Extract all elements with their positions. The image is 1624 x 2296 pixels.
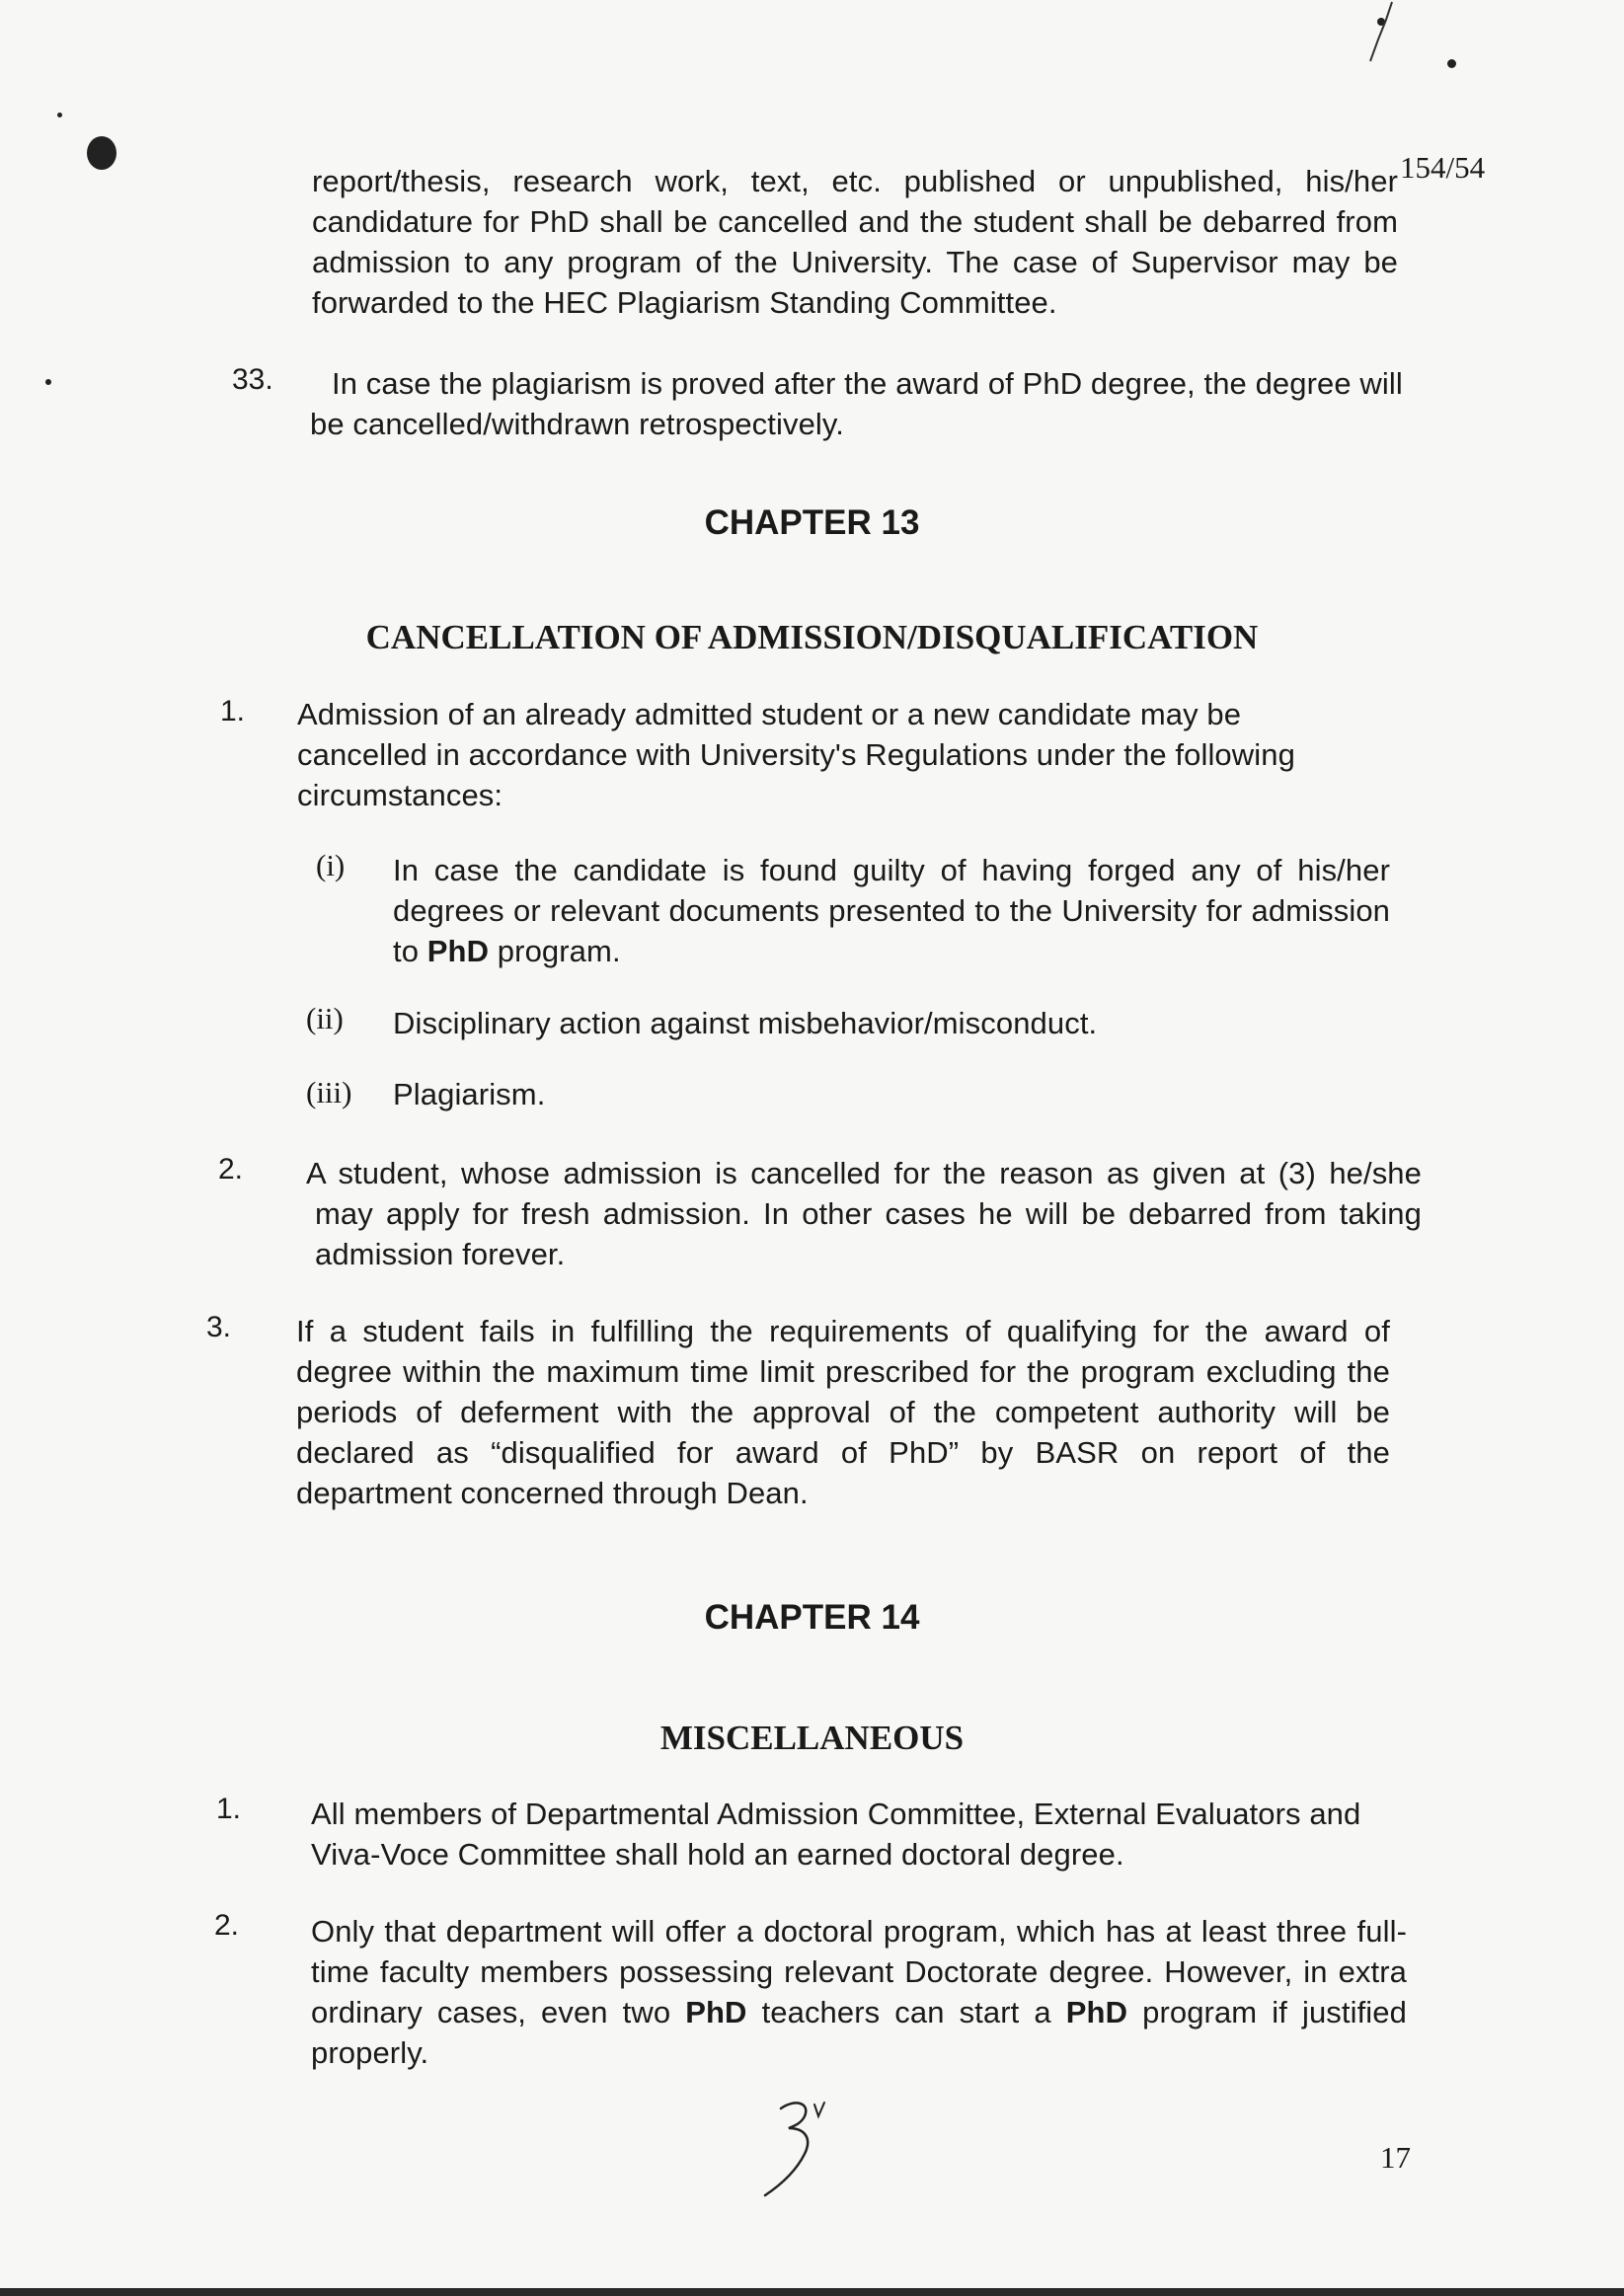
subitem-i-text-after: program. <box>489 934 621 968</box>
c13-subitem-ii-text: Disciplinary action against misbehavior/misconduct. <box>393 1006 1098 1040</box>
page-reference: 154/54 <box>1400 150 1486 185</box>
item-number: 2. <box>214 1909 240 1942</box>
phd-bold-text: PhD <box>685 1995 747 2029</box>
chapter-14-title: MISCELLANEOUS <box>659 1719 965 1757</box>
phd-bold-text: PhD <box>1065 1995 1128 2029</box>
scan-speck <box>57 113 62 117</box>
item-number: 2. <box>218 1153 244 1186</box>
c13-item-1-text: Admission of an already admitted student or a new candidate may be cancelled in accordance with University's Regulations under the following circumstances: <box>297 697 1295 812</box>
c14-item-2-text-c: program if justified properly. <box>311 1995 1407 2070</box>
c13-subitem-iii-text: Plagiarism. <box>393 1077 546 1111</box>
c13-subitem-i-text <box>393 850 1390 971</box>
scan-speck <box>1447 59 1456 68</box>
pen-stroke-mark <box>1353 0 1402 69</box>
item-number: 3. <box>206 1311 232 1343</box>
c13-item-3-text: If a student fails in fulfilling the requirements of qualifying for the award of degree within the maximum time limit prescribed for the program excluding the periods of deferment with the approval of the competent authority will be declared as “disqualified for award of PhD” by BASR on report of the department concerned through Dean. <box>296 1314 1390 1510</box>
subitem-number: (iii) <box>306 1075 352 1110</box>
c13-item-2-text <box>306 1153 1422 1274</box>
punch-hole-mark <box>87 136 116 170</box>
subitem-number: (ii) <box>306 1001 344 1035</box>
c14-item-1-text: All members of Departmental Admission Committee, External Evaluators and Viva-Voce Committee shall hold an earned doctoral degree. <box>311 1797 1361 1872</box>
item-number: 33. <box>232 363 273 396</box>
subitem-i-text-before: In case the candidate is found guilty of having forged any of his/her degrees or relevant documents presented to the University for admission to <box>393 853 1390 968</box>
c14-item-2-text-b: teachers can start a <box>746 1995 1066 2029</box>
chapter-13-title: CANCELLATION OF ADMISSION/DISQUALIFICATION <box>365 618 1259 656</box>
continuation-paragraph: report/thesis, research work, text, etc. published or unpublished, his/her candidature for PhD shall be cancelled and the student shall be debarred from admission to any program of the University. The case of Supervisor may be forwarded to the HEC Plagiarism Standing Committee. <box>312 164 1398 320</box>
item-number: 1. <box>216 1793 242 1825</box>
c14-item-2-text <box>311 1911 1407 2073</box>
scan-bottom-edge <box>0 2288 1624 2296</box>
item-number: 1. <box>220 695 246 727</box>
scan-speck <box>45 379 51 385</box>
item-33-text <box>310 363 1426 444</box>
page-number: 17 <box>1380 2140 1411 2175</box>
chapter-13-heading: CHAPTER 13 <box>704 503 920 542</box>
phd-bold-text: PhD <box>426 934 490 968</box>
handwritten-mark <box>755 2093 844 2201</box>
item-33-body: In case the plagiarism is proved after the award of PhD degree, the degree will be cancelled/withdrawn retrospectively. <box>310 366 1403 441</box>
subitem-number: (i) <box>316 848 346 882</box>
c13-item-2-body: A student, whose admission is cancelled for the reason as given at (3) he/she may apply for fresh admission. In other cases he will be debarred from taking admission forever. <box>306 1156 1422 1271</box>
c14-item-2-text-a: Only that department will offer a doctoral program, which has at least three full-time faculty members possessing relevant Doctorate degree. However, in extra ordinary cases, even two <box>311 1914 1407 2029</box>
chapter-14-heading: CHAPTER 14 <box>704 1598 920 1637</box>
